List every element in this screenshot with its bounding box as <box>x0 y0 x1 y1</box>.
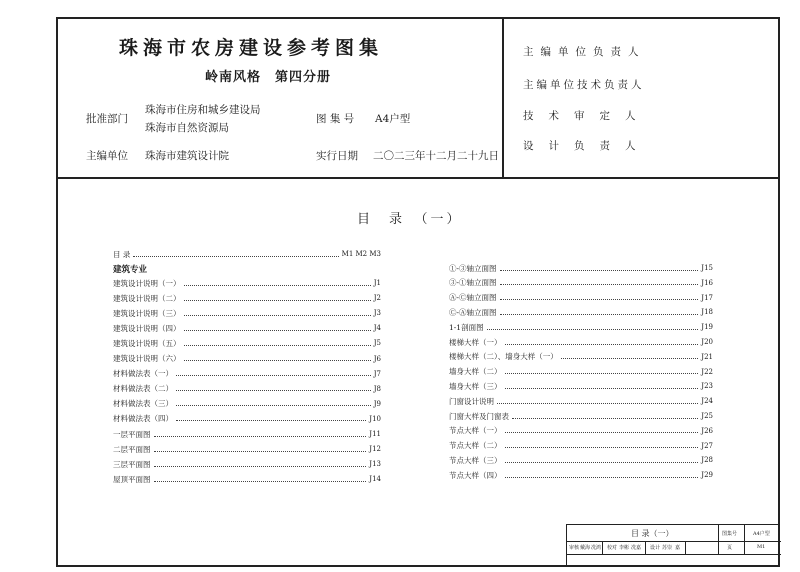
leader-dots <box>154 481 367 482</box>
toc-entry-code: M1 M2 M3 <box>341 250 381 258</box>
approval-value-1: 珠海市住房和城乡建设局 <box>145 104 261 116</box>
leader-dots <box>500 284 699 285</box>
check-name: 李彬 <box>619 545 630 551</box>
toc-entry-name: 节点大样（四） <box>449 470 502 480</box>
toc-entry-code: J4 <box>373 324 381 333</box>
toc-entry <box>449 292 713 304</box>
toc-entry-name: 一层平面图 <box>113 429 151 439</box>
toc-entry-name: 楼梯大样（二）、墙身大样（一） <box>449 352 558 362</box>
leader-dots <box>500 270 699 271</box>
toc-entry-name: 材料做法表（三） <box>113 399 173 409</box>
page-value: M1 <box>757 544 766 550</box>
approval-label: 批准部门 <box>86 113 128 125</box>
toc-entry <box>449 351 713 363</box>
toc-entry-code: J21 <box>701 352 713 361</box>
leader-dots <box>154 436 367 437</box>
toc-entry <box>113 337 381 349</box>
header-bottom-line <box>56 177 780 179</box>
toc-entry-code: J10 <box>369 414 381 423</box>
section-label: 建筑专业 <box>113 265 148 275</box>
toc-entry <box>113 353 381 365</box>
leader-dots <box>184 330 371 331</box>
atlas-title: 珠海市农房建设参考图集 <box>119 37 384 59</box>
leader-dots <box>505 447 699 448</box>
toc-entry <box>113 443 381 455</box>
toc-entry-code: J24 <box>701 397 713 406</box>
leader-dots <box>512 418 698 419</box>
leader-dots <box>505 344 699 345</box>
leader-dots <box>133 256 338 257</box>
title-block-atlas-label: 图集号 <box>722 531 738 537</box>
toc-entry-code: J15 <box>701 264 713 272</box>
toc-entry <box>449 336 713 348</box>
toc-entry-name: Ⓒ-Ⓐ轴立面图 <box>449 307 497 317</box>
design-name: 苏崇 <box>662 545 673 551</box>
title-block-name: 目 录（一） <box>631 529 674 538</box>
review-name: 戴海 <box>580 545 591 551</box>
editor-value: 珠海市建筑设计院 <box>145 150 229 162</box>
leader-dots <box>505 432 699 433</box>
toc-entry-name: ③-①轴立面图 <box>449 278 497 288</box>
toc-entry-name: 屋顶平面图 <box>113 474 151 484</box>
atlas-no-value: A4户型 <box>375 113 411 125</box>
toc-entry <box>449 321 713 333</box>
leader-dots <box>176 405 371 406</box>
toc-entry <box>113 413 381 425</box>
toc-entry <box>449 262 713 274</box>
toc-entry-code: J7 <box>373 369 381 378</box>
toc-entry-code: J20 <box>701 338 713 346</box>
toc-entry-code: J22 <box>701 367 713 376</box>
toc-entry-code: J16 <box>701 278 713 287</box>
role-chief-unit: 主编单位负责人 <box>523 46 646 58</box>
toc-entry-code: J2 <box>373 294 381 303</box>
toc-entry-name: 三层平面图 <box>113 459 151 469</box>
toc-entry-code: J5 <box>373 339 381 348</box>
approval-value-2: 珠海市自然资源局 <box>145 122 229 134</box>
toc-entry-code: J25 <box>701 412 713 420</box>
toc-entry-name: 材料做法表（一） <box>113 369 173 379</box>
toc-entry-name: 建筑设计说明（一） <box>113 278 181 288</box>
toc-entry <box>113 458 381 470</box>
leader-dots <box>176 390 371 391</box>
check-label: 校对 <box>607 545 618 551</box>
leader-dots <box>184 300 371 301</box>
toc-entry <box>113 292 381 304</box>
toc-entry-name: 门窗大样及门窗表 <box>449 411 509 421</box>
toc-entry-name: 建筑设计说明（五） <box>113 338 181 348</box>
toc-entry-name: 二层平面图 <box>113 444 151 454</box>
leader-dots <box>184 315 371 316</box>
toc-entry-code: J8 <box>373 384 381 393</box>
leader-dots <box>184 360 371 361</box>
toc-entry <box>449 469 713 481</box>
atlas-subtitle: 岭南风格 第四分册 <box>205 70 332 85</box>
toc-entry-code: J17 <box>701 293 713 302</box>
toc-entry-name: 节点大样（三） <box>449 455 502 465</box>
leader-dots <box>500 299 699 300</box>
toc-entry-name: 门窗设计说明 <box>449 396 494 406</box>
title-block-atlas-value: A4户型 <box>753 531 770 537</box>
toc-entry <box>113 383 381 395</box>
editor-label: 主编单位 <box>86 150 128 162</box>
toc-entry-name: 1-1剖面图 <box>449 322 484 332</box>
role-tech-review: 技术审定人 <box>523 110 651 122</box>
toc-entry-code: J14 <box>369 475 381 484</box>
role-design-chief: 设计负责人 <box>523 140 651 152</box>
leader-dots <box>176 420 366 421</box>
toc-entry-code: J1 <box>373 279 381 287</box>
toc-entry <box>113 473 381 485</box>
toc-entry-contents <box>113 248 381 260</box>
toc-entry <box>113 428 381 440</box>
toc-entry-code: J26 <box>701 426 713 435</box>
toc-entry-code: J23 <box>701 382 713 391</box>
leader-dots <box>505 462 699 463</box>
review-label: 审核 <box>569 545 580 551</box>
leader-dots <box>154 451 367 452</box>
toc-entry <box>113 398 381 410</box>
check-name-b: 冼嘉 <box>631 545 642 551</box>
toc-entry <box>449 440 713 452</box>
toc-entry <box>113 277 381 289</box>
toc-entry-name: 节点大样（二） <box>449 441 502 451</box>
toc-entry <box>113 368 381 380</box>
toc-entry-name: 楼梯大样（一） <box>449 337 502 347</box>
toc-entry <box>449 380 713 392</box>
toc-entry-name: 建筑设计说明（三） <box>113 308 181 318</box>
toc-entry <box>449 454 713 466</box>
toc-entry <box>449 277 713 289</box>
toc-entry-name: 墙身大样（三） <box>449 381 502 391</box>
toc-entry-code: J6 <box>373 354 381 363</box>
toc-entry-code: J11 <box>369 430 381 438</box>
leader-dots <box>184 345 371 346</box>
toc-entry-name: 建筑设计说明（六） <box>113 354 181 363</box>
page-label: 页 <box>727 545 733 551</box>
toc-entry-name: 墙身大样（二） <box>449 367 502 377</box>
toc-entry-name: 节点大样（一） <box>449 426 502 436</box>
toc-entry-name: 材料做法表（四） <box>113 414 173 424</box>
leader-dots <box>505 477 699 478</box>
design-label: 设计 <box>650 545 661 551</box>
date-value: 二〇二三年十二月二十九日 <box>373 150 499 162</box>
leader-dots <box>176 375 371 376</box>
toc-entry <box>113 307 381 319</box>
review-name-b: 冼鸿 <box>591 545 602 551</box>
leader-dots <box>154 466 367 467</box>
toc-entry <box>449 425 713 437</box>
date-label: 实行日期 <box>316 150 358 162</box>
leader-dots <box>497 403 698 404</box>
toc-entry-code: J29 <box>701 471 713 480</box>
toc-entry-name: 材料做法表（二） <box>113 384 173 394</box>
toc-entry <box>449 366 713 378</box>
toc-entry-code: J12 <box>369 445 381 454</box>
leader-dots <box>505 388 699 389</box>
toc-entry-name: 目 录 <box>113 249 131 259</box>
leader-dots <box>487 329 699 330</box>
leader-dots <box>500 314 699 315</box>
header-divider <box>502 17 504 178</box>
toc-entry <box>449 395 713 407</box>
toc-entry-code: J28 <box>701 456 713 465</box>
leader-dots <box>505 373 699 374</box>
toc-entry-name: 建筑设计说明（二） <box>113 293 181 303</box>
toc-entry-name: 建筑设计说明（四） <box>113 323 181 333</box>
toc-entry-code: J27 <box>701 441 713 450</box>
toc-entry <box>449 410 713 422</box>
leader-dots <box>561 358 699 359</box>
role-tech-chief: 主编单位技术负责人 <box>523 79 645 91</box>
toc-entry-code: J18 <box>701 308 713 317</box>
title-block <box>566 524 780 567</box>
toc-entry-code: J3 <box>373 309 381 318</box>
toc-heading: 目 录 （一） <box>357 212 463 227</box>
leader-dots <box>184 285 371 286</box>
toc-entry-code: J19 <box>701 323 713 332</box>
atlas-no-label: 图 集 号 <box>316 113 355 125</box>
toc-entry <box>113 322 381 334</box>
toc-entry <box>449 306 713 318</box>
toc-entry-code: J13 <box>369 460 381 469</box>
toc-entry-code: J9 <box>373 399 381 408</box>
toc-entry-name: Ⓐ-Ⓒ轴立面图 <box>449 293 497 303</box>
toc-entry-name: ①-③轴立面图 <box>449 263 497 273</box>
design-name-b: 嘉 <box>675 545 681 551</box>
